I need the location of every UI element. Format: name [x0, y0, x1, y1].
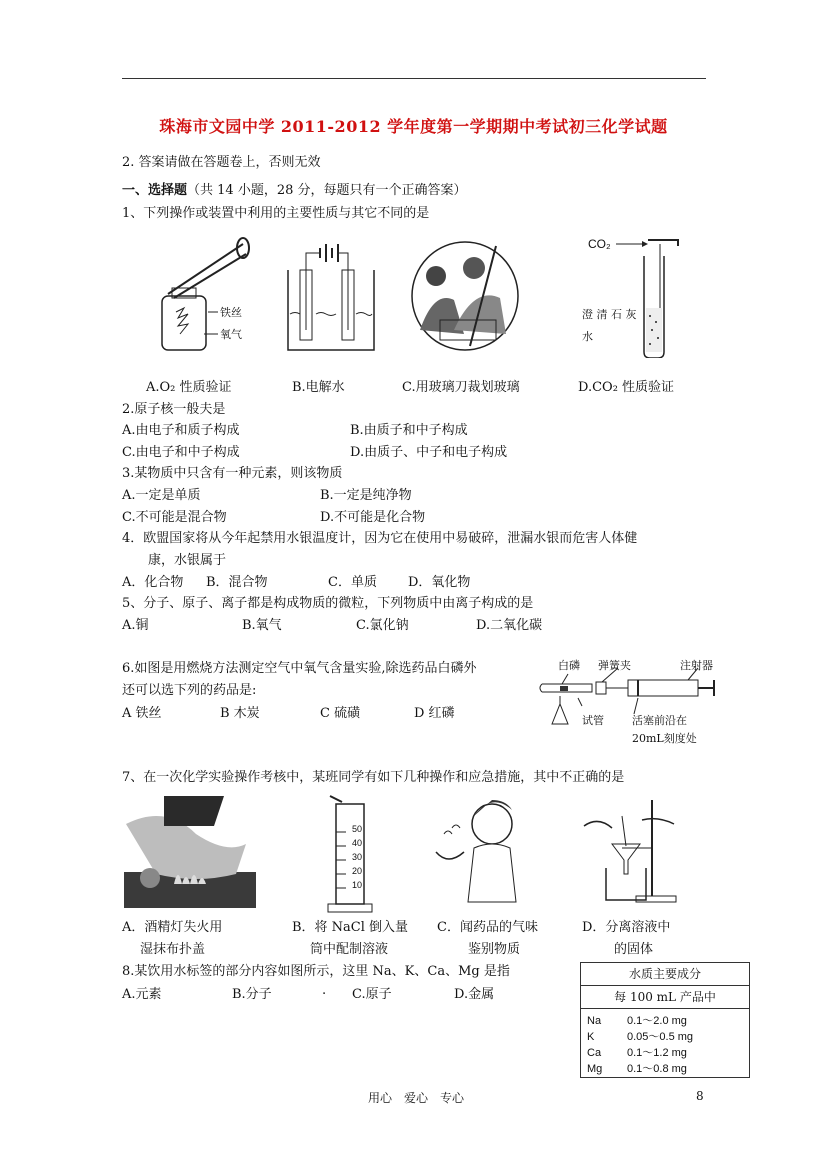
q4-option-a[interactable]: A．化合物	[122, 575, 184, 590]
limewater-label-1: 澄 清 石 灰	[582, 308, 637, 321]
element-value: 0.1～0.8 mg	[627, 1063, 687, 1075]
element-value: 0.1～2.0 mg	[627, 1015, 687, 1027]
q1-option-a[interactable]: A.O₂ 性质验证	[146, 380, 232, 395]
element-value: 0.1～1.2 mg	[627, 1047, 687, 1059]
cylinder-tick-20: 20	[352, 866, 363, 876]
q4-stem-line1: 4．欧盟国家将从今年起禁用水银温度计，因为它在使用中易破碎，泄漏水银而危害人体健	[122, 531, 638, 546]
element-symbol: K	[587, 1031, 595, 1043]
water-label-row	[581, 1029, 749, 1045]
q4-option-c[interactable]: C．单质	[328, 575, 377, 590]
q7-option-d-line2: 的固体	[614, 942, 654, 957]
q8-option-b[interactable]: B.分子	[232, 987, 272, 1002]
q8-option-c[interactable]: C.原子	[352, 987, 392, 1002]
q1-stem: 1、下列操作或装置中利用的主要性质与其它不同的是	[122, 206, 430, 221]
element-value: 0.05～0.5 mg	[627, 1031, 694, 1043]
cylinder-tick-40: 40	[352, 838, 363, 848]
q7-figure-a	[124, 794, 256, 908]
test-tube-label: 试管	[582, 714, 604, 727]
q8-option-a[interactable]: A.元素	[122, 987, 162, 1002]
q1-option-c[interactable]: C.用玻璃刀裁划玻璃	[402, 380, 520, 395]
white-phosphorus-label: 白磷	[558, 659, 580, 672]
q6-option-b[interactable]: B 木炭	[220, 706, 260, 721]
footer-motto: 用心 爱心 专心	[368, 1091, 465, 1105]
water-label-row	[581, 1013, 749, 1029]
cylinder-tick-30: 30	[352, 852, 363, 862]
q5-option-d[interactable]: D.二氧化碳	[476, 618, 543, 633]
q1-figure-a	[148, 234, 268, 354]
q4-option-d[interactable]: D．氧化物	[408, 575, 471, 590]
water-label-subheader: 每 100 mL 产品中	[581, 986, 749, 1009]
piston-label-1: 活塞前沿在	[632, 714, 687, 727]
header-rule	[122, 78, 706, 79]
q1-option-d[interactable]: D.CO₂ 性质验证	[578, 380, 675, 395]
water-label-header: 水质主要成分	[581, 963, 749, 986]
q2-option-c[interactable]: C.由电子和中子构成	[122, 445, 240, 460]
page-title: 珠海市文园中学 2011-2012 学年度第一学期期中考试初三化学试题	[159, 117, 668, 136]
section-heading	[122, 179, 467, 198]
q4-stem-line2: 康，水银属于	[148, 553, 227, 568]
q8-option-d[interactable]: D.金属	[454, 987, 495, 1002]
q6-option-d[interactable]: D 红磷	[414, 706, 455, 721]
water-label-row	[581, 1061, 749, 1077]
q5-option-c[interactable]: C.氯化钠	[356, 618, 409, 633]
piston-label-2: 20mL刻度处	[632, 732, 697, 745]
q7-option-d-line1[interactable]: D．分离溶液中	[582, 920, 671, 935]
q3-option-d[interactable]: D.不可能是化合物	[320, 510, 426, 525]
q1-figure-c	[410, 240, 520, 352]
iron-wire-label: 铁丝	[220, 306, 242, 319]
q1-option-b[interactable]: B.电解水	[292, 380, 345, 395]
q6-option-a[interactable]: A 铁丝	[122, 706, 162, 721]
q7-figure-c	[430, 796, 526, 904]
element-symbol: Ca	[587, 1047, 602, 1059]
co2-label: CO₂	[588, 237, 611, 251]
q4-option-b[interactable]: B．混合物	[206, 575, 268, 590]
cylinder-tick-50: 50	[352, 824, 363, 834]
section-desc: （共 14 小题，28 分，每题只有一个正确答案）	[187, 183, 467, 198]
q3-option-c[interactable]: C.不可能是混合物	[122, 510, 227, 525]
q6-option-c[interactable]: C 硫磺	[320, 706, 361, 721]
q7-option-c-line2: 鉴别物质	[468, 942, 521, 957]
section-title: 一、选择题	[122, 183, 188, 198]
q7-option-b-line1[interactable]: B．将 NaCl 倒入量	[292, 920, 409, 935]
q1-figure-d	[614, 234, 684, 358]
q8-stem: 8.某饮用水标签的部分内容如图所示，这里 Na、K、Ca、Mg 是指	[122, 964, 510, 979]
q2-option-a[interactable]: A.由电子和质子构成	[122, 423, 240, 438]
q7-figure-b	[322, 792, 378, 914]
q8-stray-dot: .	[322, 983, 327, 998]
q6-stem-line1: 6.如图是用燃烧方法测定空气中氧气含量实验,除选药品白磷外	[122, 661, 477, 676]
element-symbol: Mg	[587, 1063, 603, 1075]
q6-stem-line2: 还可以选下列的药品是:	[122, 683, 257, 698]
cylinder-tick-10: 10	[352, 880, 363, 890]
q5-option-a[interactable]: A.铜	[122, 618, 149, 633]
instruction-note: 2. 答案请做在答题卷上，否则无效	[122, 155, 321, 170]
q2-stem: 2.原子核一般夫是	[122, 402, 226, 417]
q5-option-b[interactable]: B.氧气	[242, 618, 282, 633]
oxygen-label: 氧气	[220, 328, 242, 341]
water-label-row	[581, 1045, 749, 1061]
q2-option-b[interactable]: B.由质子和中子构成	[350, 423, 468, 438]
spring-clip-label: 弹簧夹	[598, 659, 631, 672]
syringe-label: 注射器	[680, 659, 713, 672]
element-symbol: Na	[587, 1015, 602, 1027]
q3-option-a[interactable]: A.一定是单质	[122, 488, 201, 503]
q7-figure-d	[582, 796, 682, 904]
q3-stem: 3.某物质中只含有一种元素，则该物质	[122, 466, 343, 481]
q7-option-b-line2: 筒中配制溶液	[310, 942, 389, 957]
q5-stem: 5、分子、原子、离子都是构成物质的微粒，下列物质中由离子构成的是	[122, 596, 534, 611]
q7-stem: 7、在一次化学实验操作考核中，某班同学有如下几种操作和应急措施，其中不正确的是	[122, 770, 625, 785]
q7-option-c-line1[interactable]: C．闻药品的气味	[437, 920, 538, 935]
limewater-label-2: 水	[582, 330, 593, 343]
water-label-table	[580, 962, 750, 1078]
q2-option-d[interactable]: D.由质子、中子和电子构成	[350, 445, 508, 460]
q7-option-a-line2: 湿抹布扑盖	[140, 942, 206, 957]
page-number: 8	[696, 1089, 704, 1103]
q7-option-a-line1[interactable]: A．酒精灯失火用	[122, 920, 223, 935]
q1-figure-b	[286, 240, 376, 352]
q3-option-b[interactable]: B.一定是纯净物	[320, 488, 412, 503]
